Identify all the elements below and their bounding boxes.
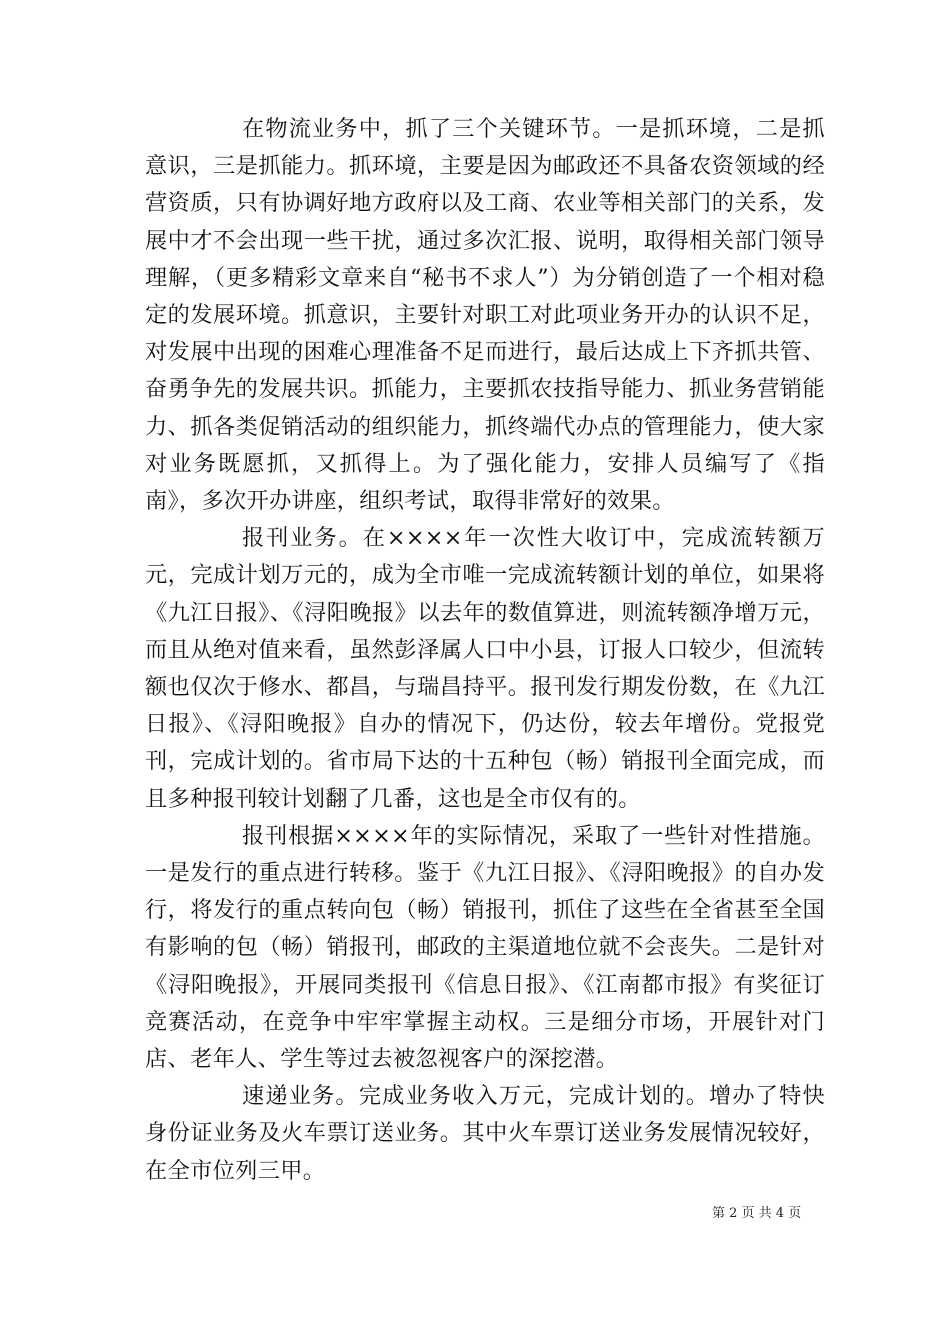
- paragraph-newspaper-business: 报刊业务。在××××年一次性大收订中，完成流转额万元，完成计划万元的，成为全市唯一完成流转额计划的单位，如果将《九江日报》、《浔阳晚报》以去年的数值算进，则流转额净增万元，而且从绝对值来看，虽然彭泽属人口中小县，订报人口较少，但流转额也仅次于修水、都昌，与瑞昌持平。报刊发行期发份数，在《九江日报》、《浔阳晚报》自办的情况下，仍达份，较去年增份。党报党刊，完成计划的。省市局下达的十五种包（畅）销报刊全面完成，而且多种报刊较计划翻了几番，这也是全市仅有的。: [145, 525, 825, 812]
- paragraph-newspaper-measures: 报刊根据××××年的实际情况，采取了一些针对性措施。一是发行的重点进行转移。鉴于《九江日报》、《浔阳晚报》的自办发行，将发行的重点转向包（畅）销报刊，抓住了这些在全省甚至全国有影响的包（畅）销报刊，邮政的主渠道地位就不会丧失。二是针对《浔阳晚报》，开展同类报刊《信息日报》、《江南都市报》有奖征订竞赛活动，在竞争中牢牢掌握主动权。三是细分市场，开展针对门店、老年人、学生等过去被忽视客户的深挖潜。: [145, 822, 825, 1073]
- paragraph-logistics: 在物流业务中，抓了三个关键环节。一是抓环境，二是抓意识，三是抓能力。抓环境，主要是因为邮政还不具备农资领域的经营资质，只有协调好地方政府以及工商、农业等相关部门的关系，发展中才不会出现一些干扰，通过多次汇报、说明，取得相关部门领导理解，（更多精彩文章来自“秘书不求人”）为分销创造了一个相对稳定的发展环境。抓意识，主要针对职工对此项业务开办的认识不足，对发展中出现的困难心理准备不足而进行，最后达成上下齐抓共管、奋勇争先的发展共识。抓能力，主要抓农技指导能力、抓业务营销能力、抓各类促销活动的组织能力，抓终端代办点的管理能力，使大家对业务既愿抓，又抓得上。为了强化能力，安排人员编写了《指南》，多次开办讲座，组织考试，取得非常好的效果。: [145, 116, 825, 515]
- document-body: [145, 111, 825, 1190]
- paragraph-express-business: 速递业务。完成业务收入万元，完成计划的。增办了特快身份证业务及火车票订送业务。其中火车票订送业务发展情况较好，在全市位列三甲。: [145, 1083, 825, 1184]
- page-footer: 第 2 页 共 4 页: [712, 1206, 802, 1221]
